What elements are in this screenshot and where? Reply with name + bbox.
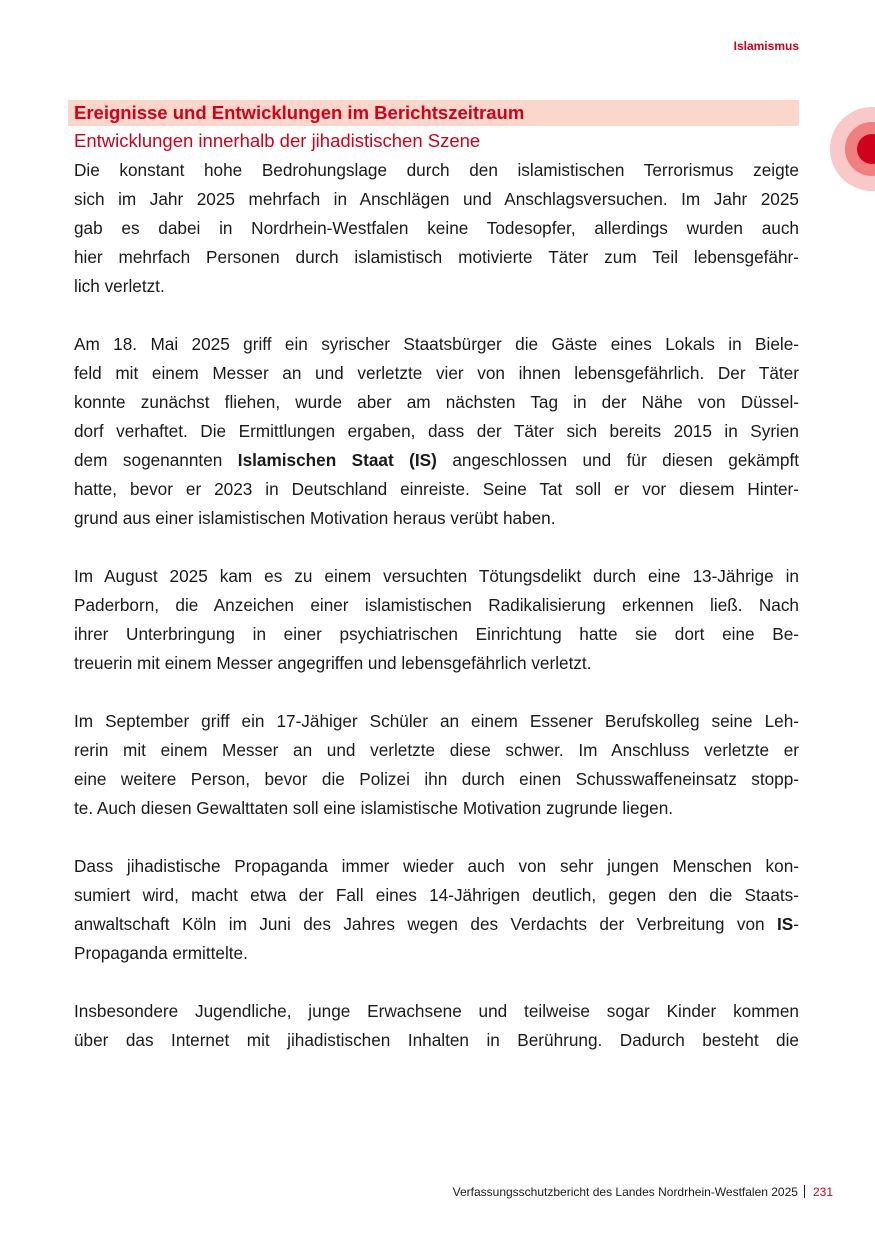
text-line: über das Internet mit jihadistischen Inhalten in Berührung. Dadurch besteht die: [74, 1030, 799, 1050]
text-line: Propaganda ermittelte.: [74, 943, 248, 963]
sub-heading: Entwicklungen innerhalb der jihadistischen Szene: [74, 130, 481, 151]
paragraph: [68, 852, 799, 968]
paragraph: [68, 156, 799, 301]
text-line: feld mit einem Messer an und verletzte vier von ihnen lebensgefährlich. Der Täter: [74, 363, 799, 383]
text-line: grund aus einer islamistischen Motivation heraus verübt haben.: [74, 508, 556, 528]
text-line: Die konstant hohe Bedrohungslage durch den islamistischen Terrorismus zeigte: [74, 160, 799, 180]
organization-abbreviation: IS: [777, 914, 794, 934]
text-run: anwaltschaft Köln im Juni des Jahres wegen des Verdachts der Verbreitung von: [74, 914, 778, 934]
text-line: [74, 446, 799, 475]
text-line: lich verletzt.: [74, 276, 165, 296]
text-line: Dass jihadistische Propaganda immer wieder auch von sehr jungen Menschen kon-: [74, 856, 799, 876]
text-line: ihrer Unterbringung in einer psychiatrischen Einrichtung hatte sie dort eine Be-: [74, 624, 799, 644]
text-line: hatte, bevor er 2023 in Deutschland einreiste. Seine Tat soll er vor diesem Hinter-: [74, 479, 799, 499]
paragraph: [68, 562, 799, 678]
paragraph: [68, 707, 799, 823]
page-number: 231: [812, 1185, 833, 1199]
paragraph: [68, 997, 799, 1055]
organization-name: Islamischen Staat (IS): [237, 450, 437, 470]
running-head: Islamismus: [733, 39, 799, 53]
text-line: Insbesondere Jugendliche, junge Erwachsene und teilweise sogar Kinder kommen: [74, 1001, 799, 1021]
text-run: -: [793, 914, 799, 934]
text-line: Im September griff ein 17-Jähiger Schüler an einem Essener Berufskolleg seine Leh-: [74, 711, 799, 731]
text-line: rerin mit einem Messer an und verletzte diese schwer. Im Anschluss verletzte er: [74, 740, 799, 760]
page-footer: [453, 1185, 833, 1199]
text-line: sich im Jahr 2025 mehrfach in Anschlägen und Anschlagsversuchen. Im Jahr 2025: [74, 189, 799, 209]
footer-divider: [804, 1185, 805, 1198]
section-heading: Ereignisse und Entwicklungen im Berichtszeitraum: [68, 100, 799, 126]
text-run: dem sogenannten: [74, 450, 238, 470]
text-line: Im August 2025 kam es zu einem versuchten Tötungsdelikt durch eine 13-Jährige in: [74, 566, 799, 586]
text-line: eine weitere Person, bevor die Polizei ihn durch einen Schusswaffeneinsatz stopp-: [74, 769, 799, 789]
text-line: dorf verhaftet. Die Ermittlungen ergaben, dass der Täter sich bereits 2015 in Syrien: [74, 421, 799, 441]
text-line: Am 18. Mai 2025 griff ein syrischer Staatsbürger die Gäste eines Lokals in Biele-: [74, 334, 799, 354]
text-line: Paderborn, die Anzeichen einer islamistischen Radikalisierung erkennen ließ. Nach: [74, 595, 799, 615]
text-line: gab es dabei in Nordrhein-Westfalen keine Todesopfer, allerdings wurden auch: [74, 218, 799, 238]
page-content: [68, 100, 799, 1084]
publication-title: Verfassungsschutzbericht des Landes Nordrhein-Westfalen 2025: [452, 1185, 798, 1199]
text-line: treuerin mit einem Messer angegriffen und lebensgefährlich verletzt.: [74, 653, 592, 673]
text-line: konnte zunächst fliehen, wurde aber am nächsten Tag in der Nähe von Düssel-: [74, 392, 799, 412]
text-line: te. Auch diesen Gewalttaten soll eine islamistische Motivation zugrunde liegen.: [74, 798, 674, 818]
paragraph: [68, 330, 799, 533]
text-line: [74, 910, 799, 939]
section-marker-icon: [830, 107, 875, 191]
text-line: hier mehrfach Personen durch islamistisch motivierte Täter zum Teil lebensgefähr-: [74, 247, 799, 267]
text-run: angeschlossen und für diesen gekämpft: [436, 450, 800, 470]
text-line: sumiert wird, macht etwa der Fall eines 14-Jährigen deutlich, gegen den die Staats-: [74, 885, 799, 905]
